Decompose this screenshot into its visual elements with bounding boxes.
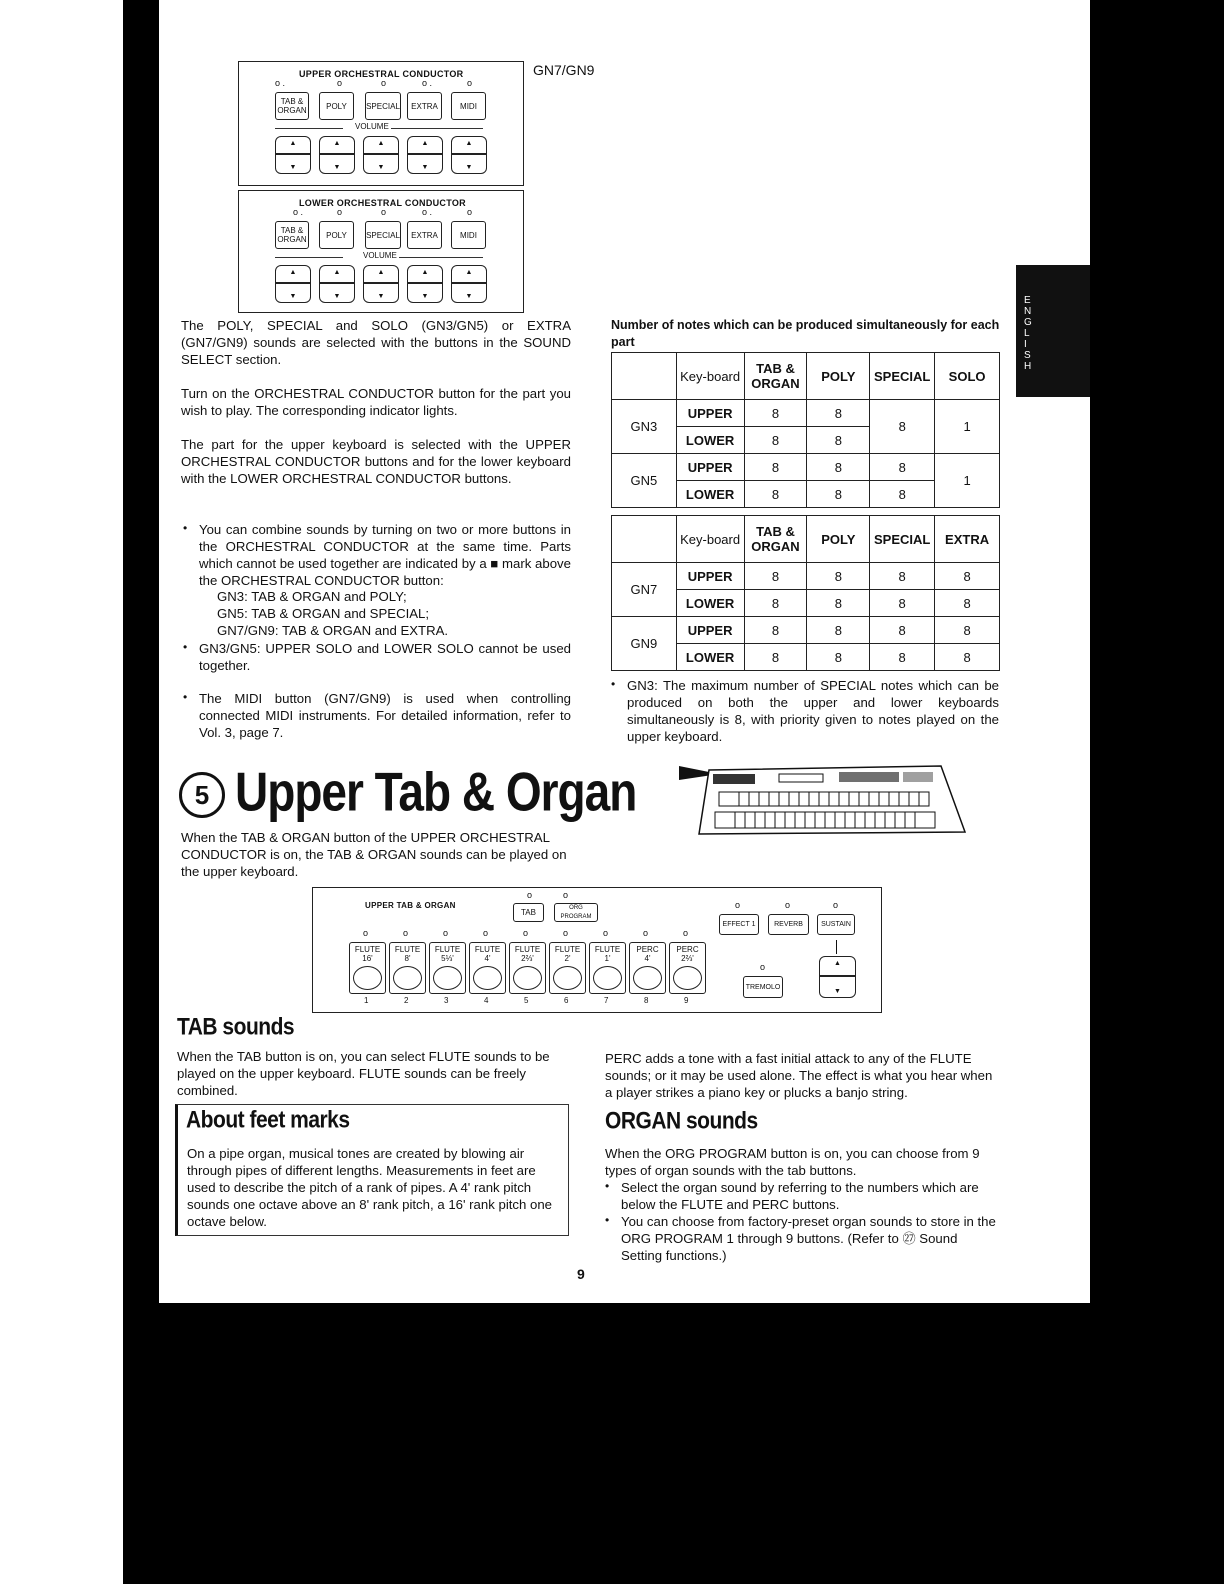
- indicator-led: o: [467, 207, 473, 217]
- notes-table-gn7-gn9: [611, 515, 1000, 671]
- tab-number: 9: [684, 996, 689, 1005]
- model-cell: GN7: [612, 563, 677, 617]
- indicator-led: o .: [422, 78, 433, 88]
- side-tab-letter: H: [1024, 361, 1032, 372]
- sustain-button[interactable]: SUSTAIN: [817, 914, 855, 935]
- panel-title: LOWER ORCHESTRAL CONDUCTOR: [299, 198, 466, 208]
- notes-table-gn3-gn5: [611, 352, 1000, 508]
- indicator-led: o: [483, 928, 489, 938]
- section-title: Upper Tab & Organ: [235, 761, 637, 823]
- indicator-led: o: [563, 890, 569, 900]
- value-cell: 8: [870, 644, 935, 671]
- special-button[interactable]: SPECIAL: [365, 221, 401, 249]
- keyboard-cell: UPPER: [676, 454, 744, 481]
- tab-knob: [593, 966, 622, 990]
- tab-button-8[interactable]: [629, 942, 666, 994]
- restriction-gn5: GN5: TAB & ORGAN and SPECIAL;: [217, 606, 430, 621]
- restriction-gn7-gn9: GN7/GN9: TAB & ORGAN and EXTRA.: [217, 623, 449, 638]
- indicator-led: o: [467, 78, 473, 88]
- restriction-gn3: GN3: TAB & ORGAN and POLY;: [217, 589, 407, 604]
- indicator-led: o: [403, 928, 409, 938]
- keyboard-cell: UPPER: [676, 563, 744, 590]
- paragraph-orchestral-conductor: Turn on the ORCHESTRAL CONDUCTOR button for the part you wish to play. The corresponding indicator lights.: [181, 386, 571, 418]
- bullet: •: [605, 1179, 610, 1193]
- indicator-led: o: [735, 900, 741, 910]
- volume-divider: [391, 128, 483, 129]
- tab-feet: 4': [484, 954, 491, 963]
- indicator-led: o: [683, 928, 689, 938]
- feet-marks-body: On a pipe organ, musical tones are created by blowing air through pipes of different lengths. Measurements in feet are used to describe the pitch of a rank of pipes. A 4' rank pitch sounds one octave above an 8' rank pitch, a 16' rank pitch one octave below.: [187, 1146, 553, 1229]
- special-button[interactable]: SPECIAL: [365, 92, 401, 120]
- tab-feet: 2': [564, 954, 571, 963]
- side-tab-letter: G: [1024, 317, 1032, 328]
- volume-rocker[interactable]: ▲ ▼: [451, 136, 487, 174]
- indicator-led: o: [337, 78, 343, 88]
- tab-button-2[interactable]: [389, 942, 426, 994]
- tab-button-7[interactable]: [589, 942, 626, 994]
- upper-tab-organ-panel: [312, 887, 882, 1013]
- model-cell: GN3: [612, 400, 677, 454]
- tab-feet: 1': [604, 954, 611, 963]
- tab-number: 2: [404, 996, 409, 1005]
- volume-rocker[interactable]: ▲ ▼: [275, 136, 311, 174]
- model-label: GN7/GN9: [533, 62, 595, 78]
- value-cell: 8: [744, 617, 807, 644]
- tab-sounds-heading: TAB sounds: [177, 1014, 295, 1041]
- tab-button-9[interactable]: [669, 942, 706, 994]
- tab-knob: [673, 966, 702, 990]
- organ-sounds-heading: ORGAN sounds: [605, 1108, 758, 1135]
- bullet: •: [183, 690, 188, 704]
- keyboard-cell: LOWER: [676, 427, 744, 454]
- keyboard-cell: LOWER: [676, 481, 744, 508]
- tab-name: FLUTE: [514, 945, 541, 954]
- value-cell: 1: [935, 454, 1000, 508]
- keyboard-cell: LOWER: [676, 644, 744, 671]
- value-cell: 8: [744, 481, 807, 508]
- indicator-led: o .: [275, 78, 286, 88]
- tab-button-3[interactable]: [429, 942, 466, 994]
- value-cell: 8: [935, 563, 1000, 590]
- volume-rocker[interactable]: ▲ ▼: [451, 265, 487, 303]
- value-cell: 8: [807, 454, 870, 481]
- column-header: SOLO: [935, 353, 1000, 400]
- midi-button[interactable]: MIDI: [451, 92, 486, 120]
- column-header: Key-board: [676, 516, 744, 563]
- value-cell: 8: [870, 617, 935, 644]
- value-cell: 8: [744, 644, 807, 671]
- corner-cell: [612, 516, 677, 563]
- panel-title: UPPER TAB & ORGAN: [365, 901, 456, 910]
- indicator-led: o: [337, 207, 343, 217]
- extra-button[interactable]: EXTRA: [407, 92, 442, 120]
- manual-page: [159, 0, 1090, 1303]
- tab-button-4[interactable]: [469, 942, 506, 994]
- value-cell: 1: [935, 400, 1000, 454]
- value-cell: 8: [744, 400, 807, 427]
- side-tab-letter: I: [1024, 339, 1027, 350]
- indicator-led: o .: [422, 207, 433, 217]
- indicator-led: o: [833, 900, 839, 910]
- volume-label: VOLUME: [355, 122, 389, 131]
- tab-organ-button[interactable]: TAB & ORGAN: [275, 221, 309, 249]
- tab-number: 7: [604, 996, 609, 1005]
- poly-button[interactable]: POLY: [319, 221, 354, 249]
- indicator-led: o: [443, 928, 449, 938]
- volume-rocker[interactable]: ▲ ▼: [407, 136, 443, 174]
- notes-table-caption: Number of notes which can be produced simultaneously for each part: [611, 318, 1000, 349]
- paragraph-keyboard-selection: The part for the upper keyboard is selected with the UPPER ORCHESTRAL CONDUCTOR buttons and for the lower keyboard with the LOWER ORCHESTRAL CONDUCTOR buttons.: [181, 437, 571, 486]
- section-intro: When the TAB & ORGAN button of the UPPER ORCHESTRAL CONDUCTOR is on, the TAB & ORGAN sounds can be played on the upper keyboard.: [181, 830, 567, 879]
- indicator-led: o: [381, 78, 387, 88]
- indicator-led: o: [527, 890, 533, 900]
- extra-button[interactable]: EXTRA: [407, 221, 442, 249]
- poly-button[interactable]: POLY: [319, 92, 354, 120]
- feet-marks-heading: About feet marks: [186, 1107, 350, 1134]
- indicator-led: o: [785, 900, 791, 910]
- volume-divider: [275, 128, 343, 129]
- tab-name: FLUTE: [434, 945, 461, 954]
- page-number: 9: [577, 1266, 585, 1282]
- section-number-badge: 5: [179, 772, 225, 818]
- side-tab-letter: E: [1024, 295, 1031, 306]
- gn3-special-note: GN3: The maximum number of SPECIAL notes which can be produced on both the upper and lower keyboards simultaneously is 8, with priority given to notes played on the upper keyboard.: [627, 678, 999, 744]
- feet-marks-box: [175, 1104, 569, 1236]
- tab-name: PERC: [636, 945, 659, 954]
- indicator-led: o .: [293, 207, 304, 217]
- tab-name: FLUTE: [474, 945, 501, 954]
- tab-name: FLUTE: [554, 945, 581, 954]
- column-header: TAB & ORGAN: [744, 353, 807, 400]
- perc-paragraph: PERC adds a tone with a fast initial attack to any of the FLUTE sounds; or it may be used alone. The effect is what you hear when a player strikes a piano key or plucks a banjo string.: [605, 1051, 993, 1100]
- value-cell: 8: [807, 590, 870, 617]
- tab-knob: [473, 966, 502, 990]
- upper-orchestral-conductor-panel: [238, 61, 524, 186]
- organ-illustration-icon: [679, 760, 969, 842]
- effect-1-button[interactable]: EFFECT 1: [719, 914, 759, 935]
- value-cell: 8: [807, 400, 870, 427]
- sustain-connector: [836, 940, 837, 954]
- scan-right-border: [1090, 0, 1224, 1584]
- column-header: SPECIAL: [870, 353, 935, 400]
- tremolo-button[interactable]: TREMOLO: [743, 976, 783, 998]
- column-header: Key-board: [676, 353, 744, 400]
- model-cell: GN5: [612, 454, 677, 508]
- column-header: SPECIAL: [870, 516, 935, 563]
- tab-name: FLUTE: [354, 945, 381, 954]
- tab-knob: [353, 966, 382, 990]
- tab-number: 4: [484, 996, 489, 1005]
- column-header: TAB & ORGAN: [744, 516, 807, 563]
- volume-divider: [275, 257, 343, 258]
- indicator-led: o: [523, 928, 529, 938]
- tab-feet: 2⅔': [681, 954, 694, 963]
- bullet-combine-sounds: You can combine sounds by turning on two or more buttons in the ORCHESTRAL CONDUCTOR at the same time. Parts which cannot be used together are indicated by a ■ mark above the ORCHESTRAL CONDUCTOR button:: [199, 522, 571, 588]
- indicator-led: o: [363, 928, 369, 938]
- side-tab-letter: L: [1024, 328, 1030, 339]
- volume-divider: [399, 257, 483, 258]
- value-cell: 8: [744, 427, 807, 454]
- indicator-led: o: [381, 207, 387, 217]
- bullet: •: [611, 677, 616, 691]
- paragraph-sound-select: The POLY, SPECIAL and SOLO (GN3/GN5) or EXTRA (GN7/GN9) sounds are selected with the buttons in the SOUND SELECT section.: [181, 318, 571, 367]
- side-tab-letter: S: [1024, 350, 1031, 361]
- bullet-solo-restriction: GN3/GN5: UPPER SOLO and LOWER SOLO cannot be used together.: [199, 641, 571, 673]
- value-cell: 8: [807, 644, 870, 671]
- value-cell: 8: [870, 563, 935, 590]
- indicator-led: o: [563, 928, 569, 938]
- reverb-button[interactable]: REVERB: [768, 914, 809, 935]
- scan-bottom-border: [123, 1303, 1090, 1584]
- tab-knob: [433, 966, 462, 990]
- value-cell: 8: [807, 617, 870, 644]
- bullet: •: [183, 521, 188, 535]
- tab-button-5[interactable]: [509, 942, 546, 994]
- keyboard-cell: UPPER: [676, 617, 744, 644]
- corner-cell: [612, 353, 677, 400]
- side-tab-letter: N: [1024, 306, 1032, 317]
- lower-orchestral-conductor-panel: [238, 190, 524, 313]
- organ-sounds-paragraph: When the ORG PROGRAM button is on, you can choose from 9 types of organ sounds with the tab buttons.: [605, 1146, 980, 1178]
- tab-feet: 8': [404, 954, 411, 963]
- volume-rocker[interactable]: ▲ ▼: [407, 265, 443, 303]
- keyboard-cell: LOWER: [676, 590, 744, 617]
- column-header: POLY: [807, 516, 870, 563]
- volume-rocker[interactable]: ▲ ▼: [319, 136, 355, 174]
- tab-button-6[interactable]: [549, 942, 586, 994]
- scan-left-border: [123, 0, 159, 1303]
- volume-rocker[interactable]: ▲ ▼: [363, 265, 399, 303]
- column-header: EXTRA: [935, 516, 1000, 563]
- tab-sounds-paragraph: When the TAB button is on, you can select FLUTE sounds to be played on the upper keyboard. FLUTE sounds can be freely combined.: [177, 1049, 550, 1098]
- tab-number: 5: [524, 996, 529, 1005]
- tab-volume-rocker[interactable]: ▲ ▼: [819, 956, 856, 998]
- bullet-midi: The MIDI button (GN7/GN9) is used when controlling connected MIDI instruments. For detailed information, refer to Vol. 3, page 7.: [199, 691, 571, 740]
- column-header: POLY: [807, 353, 870, 400]
- tab-name: FLUTE: [394, 945, 421, 954]
- language-side-tab: [1016, 265, 1090, 397]
- organ-bullet-numbers: Select the organ sound by referring to the numbers which are below the FLUTE and PERC buttons.: [621, 1180, 979, 1212]
- tab-feet: 16': [362, 954, 373, 963]
- tab-feet: 2⅔': [521, 954, 534, 963]
- tab-knob: [553, 966, 582, 990]
- midi-button[interactable]: MIDI: [451, 221, 486, 249]
- tab-feet: 4': [644, 954, 651, 963]
- value-cell: 8: [744, 590, 807, 617]
- value-cell: 8: [935, 590, 1000, 617]
- value-cell: 8: [807, 481, 870, 508]
- tab-organ-button[interactable]: TAB & ORGAN: [275, 92, 309, 120]
- indicator-led: o: [603, 928, 609, 938]
- value-cell: 8: [870, 400, 935, 454]
- value-cell: 8: [744, 563, 807, 590]
- tab-number: 1: [364, 996, 369, 1005]
- value-cell: 8: [807, 427, 870, 454]
- volume-rocker[interactable]: ▲ ▼: [275, 265, 311, 303]
- tab-feet: 5⅓': [441, 954, 454, 963]
- keyboard-cell: UPPER: [676, 400, 744, 427]
- value-cell: 8: [870, 590, 935, 617]
- tab-knob: [513, 966, 542, 990]
- value-cell: 8: [807, 563, 870, 590]
- indicator-led: o: [643, 928, 649, 938]
- value-cell: 8: [935, 644, 1000, 671]
- tab-knob: [633, 966, 662, 990]
- panel-title: UPPER ORCHESTRAL CONDUCTOR: [299, 69, 464, 79]
- tab-number: 6: [564, 996, 569, 1005]
- tab-button-1[interactable]: [349, 942, 386, 994]
- bullet: •: [605, 1213, 610, 1227]
- indicator-led: o: [760, 962, 766, 972]
- tab-knob: [393, 966, 422, 990]
- model-cell: GN9: [612, 617, 677, 671]
- tab-name: PERC: [676, 945, 699, 954]
- tab-number: 8: [644, 996, 649, 1005]
- tab-number: 3: [444, 996, 449, 1005]
- volume-label: VOLUME: [363, 251, 397, 260]
- volume-rocker[interactable]: ▲ ▼: [319, 265, 355, 303]
- value-cell: 8: [935, 617, 1000, 644]
- value-cell: 8: [870, 481, 935, 508]
- organ-bullet-store: You can choose from factory-preset organ sounds to store in the ORG PROGRAM 1 through 9 buttons. (Refer to ㉗ Sound Setting functions.): [621, 1214, 996, 1263]
- value-cell: 8: [870, 454, 935, 481]
- volume-rocker[interactable]: ▲ ▼: [363, 136, 399, 174]
- bullet: •: [183, 640, 188, 654]
- org-program-button[interactable]: ORG PROGRAM: [554, 903, 598, 922]
- tab-name: FLUTE: [594, 945, 621, 954]
- value-cell: 8: [744, 454, 807, 481]
- tab-button[interactable]: TAB: [513, 903, 544, 922]
